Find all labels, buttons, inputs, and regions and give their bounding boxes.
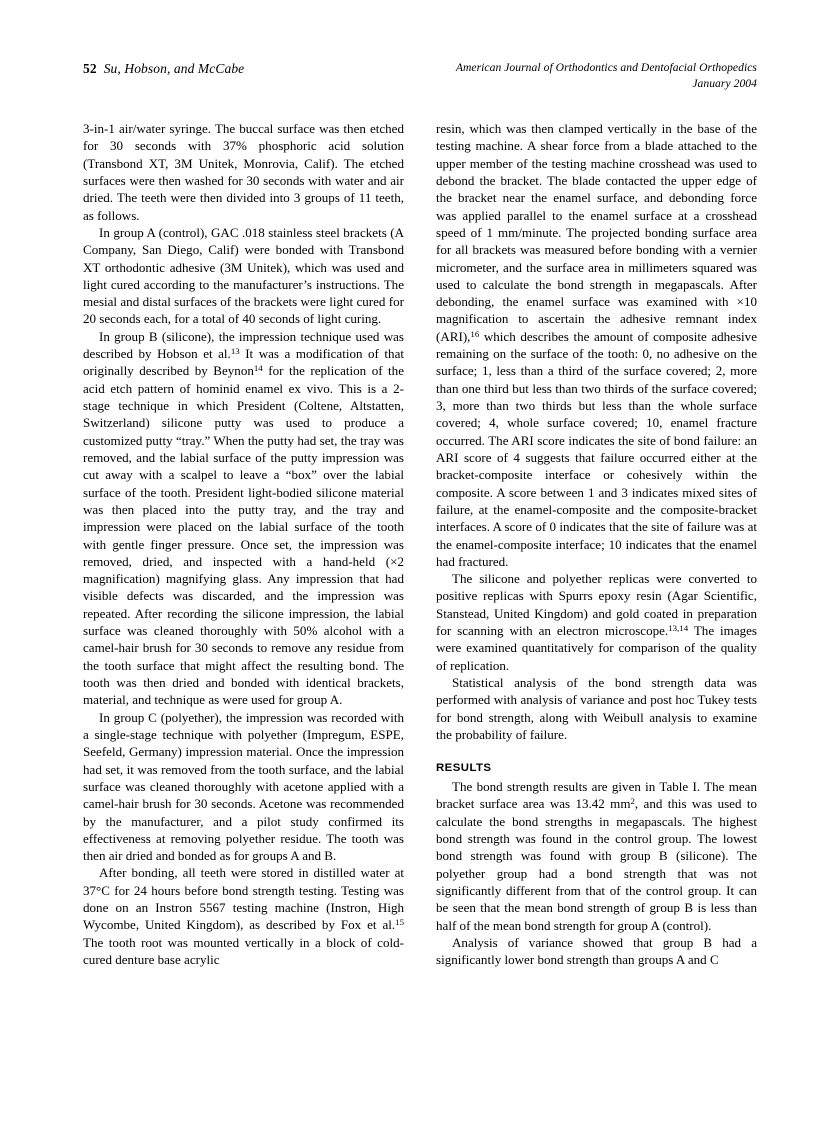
- paragraph: In group B (silicone), the impression technique used was described by Hobson et al.$^{13}$ It was a modification of that originally described by Beynon$^{14}$ for the replication of the acid etch pattern of hominid enamel ex vivo. This is a 2-stage technique in which President (Coltene, Altstatten, Switzerland) silicone putty was used to produce a customized putty “tray.” When the putty had set, the tray was removed, and the labial surface of the putty impression was cut away with a scalpel to leave a “box” over the labial surface of the tooth. President light-bodied silicone material was then placed into the putty tray, and the tray and impression were placed on the labial surface of the tooth with gentle finger pressure. Once set, the impression was removed, dried, and inspected with a hand-held (×2 magnification) magnifying glass. Any impression that had visible defects was discarded, and the impression was repeated. After recording the silicone impression, the labial surface was cleaned thoroughly with 50% alcohol with a camel-hair brush for 30 seconds to remove any residue from the tooth surface that might affect the resulting bond. The tooth was then dried and bonded with identical brackets, material, and technique as were used for group A.: [83, 328, 405, 708]
- paragraph: In group A (control), GAC .018 stainless steel brackets (A Company, San Diego, Calif) were bonded with Transbond XT orthodontic adhesive (3M Unitek), which was used and light cured according to the manufacturer’s instructions. The mesial and distal surfaces of the brackets were light cured for 20 seconds each, for a total of 40 seconds of light curing.: [83, 224, 404, 327]
- paragraph: resin, which was then clamped vertically in the base of the testing machine. A shear force from a blade attached to the upper member of the testing machine crosshead was used to debond the bracket. The blade contacted the upper edge of the bracket near the enamel surface, and debonding force was applied parallel to the enamel surface at a crosshead speed of 1 mm/minute. The projected bonding surface area for all brackets was measured before bonding with a vernier micrometer, and the surface area in millimeters squared was used to calculate the bond strength in megapascals. After debonding, the enamel surface was examined with ×10 magnification to ascertain the adhesive remnant index (ARI),$^{16}$ which describes the amount of composite adhesive remaining on the surface of the tooth: 0, no adhesive on the surface; 1, less than a third of the surface covered; 2, more than one third but less than two thirds of the surface covered; 3, more than two thirds but less than the whole surface covered; 4, whole surface covered; 10, enamel fracture occurred. The ARI score indicates the site of bond failure: an ARI score of 4 suggests that failure occurred either at the bracket-composite interface or cohesively within the composite. A score between 1 and 3 indicates mixed sites of failure, at the enamel-composite and the composite-bracket interfaces. A score of 0 indicates that the site of failure was at the enamel-composite interface; 10 indicates that the enamel had fractured.: [436, 121, 757, 569]
- reference-superscript: 16: [470, 328, 480, 339]
- paragraph: 3-in-1 air/water syringe. The buccal surface was then etched for 30 seconds with 37% phosphoric acid solution (Transbond XT, 3M Unitek, Monrovia, Calif). The etched surfaces were then washed for 30 seconds with water and air dried. The teeth were then divided into 3 groups of 11 teeth, as follows.: [83, 121, 404, 223]
- paragraph: The bond strength results are given in Table I. The mean bracket surface area was 13.42 $mm^2$, and this was used to calculate the bond strengths in megapascals. The highest bond strength was found in the control group. The lowest bond strength was found with group B (silicone). The polyether group had a bond strength that was not significantly different from that of the control group. It can be seen that the mean bond strength of group B is less than half of the mean bond strength for group A (control).: [436, 779, 757, 933]
- paragraph: In group C (polyether), the impression was recorded with a single-stage technique with polyether (Impregum, ESPE, Seefeld, Germany) impression material. Once the impression had set, it was removed from the tooth surface, and the labial surface was cleaned thoroughly with acetone applied with a camel-hair brush for 30 seconds. Acetone was recommended by the manufacturer, and a pilot study confirmed its effectiveness at removing polyether residue. The tooth was then air dried and bonded as for groups A and B.: [83, 709, 404, 864]
- journal-title: American Journal of Orthodontics and Dentofacial Orthopedics: [455, 61, 757, 74]
- paragraph: Statistical analysis of the bond strength data was performed with analysis of variance and post hoc Tukey tests for bond strength, along with Weibull analysis to examine the probability of failure.: [436, 675, 757, 742]
- running-head-authors: Su, Hobson, and McCabe: [103, 61, 245, 76]
- column-right: [436, 120, 757, 968]
- paragraph: After bonding, all teeth were stored in distilled water at 37°C for 24 hours before bond strength testing. Testing was done on an Instron 5567 testing machine (Instron, High Wycombe, United Kingdom), as described by Fox et al.$^{15}$ The tooth root was mounted vertically in a block of cold-cured denture base acrylic: [83, 865, 404, 967]
- paragraph: The silicone and polyether replicas were converted to positive replicas with Spurrs epoxy resin (Agar Scientific, Stanstead, United Kingdom) and gold coated in preparation for scanning with an electron microscope.$^{13,14}$ The images were examined quantitatively for comparison of the quality of replication.: [436, 571, 757, 673]
- section-heading-results: RESULTS: [436, 761, 492, 774]
- section-spacer: [436, 743, 757, 760]
- reference-superscript: 13: [230, 346, 240, 357]
- running-head: [83, 60, 757, 102]
- running-head-left: [83, 60, 244, 78]
- page-number: 52: [83, 61, 97, 76]
- reference-superscript: 2: [630, 796, 635, 807]
- column-left: [83, 120, 404, 968]
- reference-superscript: 15: [395, 917, 404, 928]
- paragraph: Analysis of variance showed that group B had a significantly lower bond strength than groups A and C: [436, 934, 757, 968]
- reference-superscript: 13,14: [668, 623, 689, 634]
- issue-date: January 2004: [692, 77, 757, 90]
- running-head-right: [456, 60, 757, 92]
- reference-superscript: 14: [253, 363, 263, 374]
